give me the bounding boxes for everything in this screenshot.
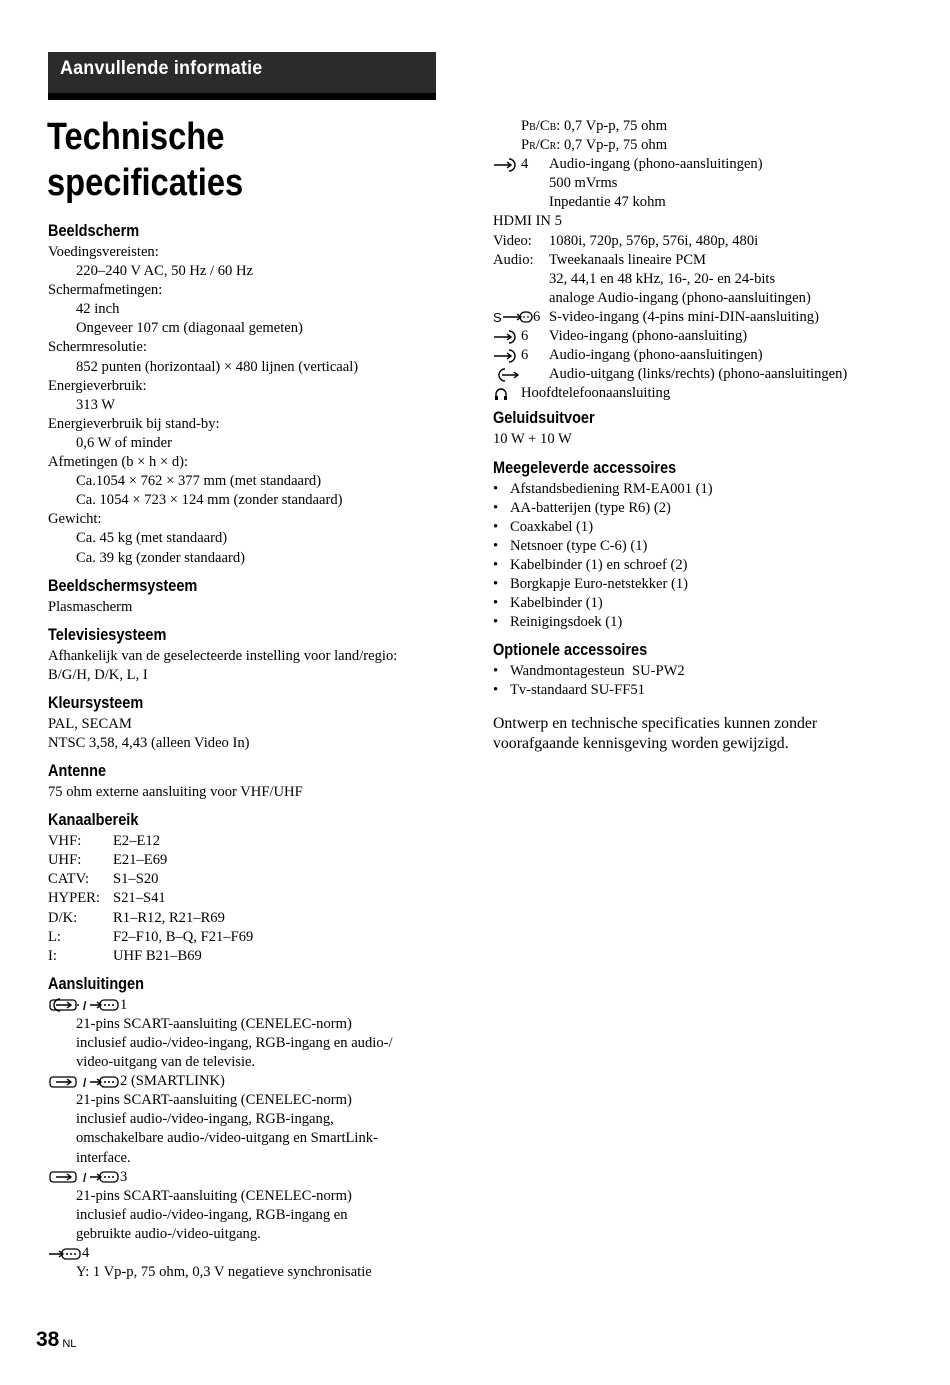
spec-line: analoge Audio-ingang (phono-aansluitingen) (549, 289, 811, 306)
spec-line: interface. (76, 1149, 131, 1166)
spec-line: 75 ohm externe aansluiting voor VHF/UHF (48, 784, 303, 801)
spec-line: Ca.1054 × 762 × 377 mm (met standaard) (76, 473, 322, 490)
left-column (48, 220, 448, 1289)
spec-line: Ca. 39 kg (zonder standaard) (76, 549, 245, 566)
channel-band: HYPER: (48, 890, 100, 907)
spec-line: Energieverbruik: (48, 377, 147, 394)
list-item: • Wandmontagesteun SU-PW2 (493, 663, 685, 680)
spec-line: 21-pins SCART-aansluiting (CENELEC-norm) (76, 1187, 352, 1204)
spec-line: B/G/H, D/K, L, I (48, 666, 148, 683)
beeldschermsysteem-heading: Beeldschermsysteem (48, 576, 198, 595)
channel-row (48, 928, 448, 947)
channel-row (48, 870, 448, 889)
svg-text:/: / (83, 1171, 87, 1186)
spec-line: Inpedantie 47 kohm (549, 194, 666, 211)
scart-2-number: 2 (SMARTLINK) (120, 1073, 225, 1090)
antenne-heading: Antenne (48, 762, 107, 781)
scart-3-number: 3 (120, 1168, 128, 1185)
list-item: • Coaxkabel (1) (493, 518, 594, 535)
channel-row (48, 832, 448, 851)
spec-line: inclusief audio-/video-ingang, RGB-ingang, (76, 1111, 334, 1128)
channel-band: I: (48, 947, 57, 964)
antenne-section (48, 760, 448, 802)
kanaalbereik-heading: Kanaalbereik (48, 811, 139, 830)
page-title: Technische specificaties (47, 116, 244, 204)
list-item: • Borgkapje Euro-netstekker (1) (493, 575, 689, 592)
channel-row (48, 947, 448, 966)
kleursysteem-section (48, 692, 448, 753)
channel-range: E21–E69 (113, 852, 168, 869)
channel-row (48, 851, 448, 870)
scart-1-row (48, 996, 448, 1015)
svg-text:/: / (83, 1075, 87, 1090)
meegeleverd-section (493, 457, 913, 633)
geluid-section (493, 407, 913, 449)
geluid-heading: Geluidsuitvoer (493, 409, 595, 428)
channel-band: D/K: (48, 909, 78, 926)
scart-in-out-icon (48, 1072, 120, 1091)
spec-line: Ongeveer 107 cm (diagonaal gemeten) (76, 320, 303, 337)
meegeleverd-heading: Meegeleverde accessoires (493, 458, 677, 477)
section-banner (48, 52, 436, 100)
spec-line: 0,6 W of minder (76, 434, 172, 451)
spec-line: Schermafmetingen: (48, 282, 163, 299)
televisiesysteem-section (48, 624, 448, 685)
aansluitingen-section (48, 973, 448, 1282)
spec-line: NTSC 3,58, 4,43 (alleen Video In) (48, 734, 250, 751)
spec-line: inclusief audio-/video-ingang, RGB-ingang en audio-/ (76, 1035, 393, 1051)
spec-line: inclusief audio-/video-ingang, RGB-ingang en (76, 1206, 348, 1223)
kanaalbereik-section (48, 809, 448, 966)
spec-line: Gewicht: (48, 511, 102, 528)
scart-in-out-icon (48, 1168, 120, 1187)
optioneel-heading: Optionele accessoires (493, 641, 648, 660)
channel-range: S21–S41 (113, 890, 166, 907)
spec-line: omschakelbare audio-/video-uitgang en SmartLink- (76, 1130, 378, 1147)
audio-4-number: 4 (521, 156, 529, 173)
spec-line: PAL, SECAM (48, 715, 132, 732)
spec-line: Energieverbruik bij stand-by: (48, 415, 220, 432)
headphones-row: Hoofdtelefoonaansluiting (493, 384, 913, 403)
televisiesysteem-heading: Televisiesysteem (48, 625, 167, 644)
page-language: NL (62, 1338, 77, 1350)
component-4-row (48, 1244, 448, 1263)
list-item: • Kabelbinder (1) en schroef (2) (493, 556, 688, 573)
spec-line: 220–240 V AC, 50 Hz / 60 Hz (76, 263, 254, 280)
spec-line: 313 W (76, 396, 116, 413)
beeldscherm-section (48, 220, 448, 568)
audio-out-row: Audio-uitgang (links/rechts) (phono-aansluitingen) (493, 365, 913, 384)
spec-line: Y: 1 Vp-p, 75 ohm, 0,3 V negatieve synchronisatie (76, 1264, 372, 1281)
list-item: • Reinigingsdoek (1) (493, 614, 623, 631)
optioneel-section (493, 639, 913, 700)
spec-line: 32, 44,1 en 48 kHz, 16-, 20- en 24-bits (549, 270, 776, 287)
spec-line: video-uitgang van de televisie. (76, 1054, 256, 1071)
s-video-input-icon (493, 308, 533, 327)
spec-line: 500 mVrms (549, 175, 618, 192)
list-item: • Netsnoer (type C-6) (1) (493, 537, 648, 554)
channel-range: S1–S20 (113, 871, 159, 888)
aansluitingen-heading: Aansluitingen (48, 974, 145, 993)
svg-text:S: S (493, 310, 502, 326)
disclaimer-note: Ontwerp en technische specificaties kunnen zonder voorafgaande kennisgeving worden gewijzigd. (493, 715, 818, 753)
channel-row (48, 909, 448, 928)
pb-cb-line: PB/CB: 0,7 Vp-p, 75 ohm (521, 118, 668, 134)
spec-line: Plasmascherm (48, 598, 133, 615)
channel-band: CATV: (48, 871, 90, 888)
audio-6-row: 6 Audio-ingang (phono-aansluitingen) (493, 346, 913, 365)
scart-3-row (48, 1168, 448, 1187)
kleursysteem-heading: Kleursysteem (48, 693, 144, 712)
beeldschermsysteem-section (48, 575, 448, 617)
spec-line: 10 W + 10 W (493, 431, 572, 448)
channel-range: E2–E12 (113, 833, 161, 850)
right-column (493, 117, 913, 754)
spec-line: Afmetingen (b × h × d): (48, 454, 189, 471)
audio-output-icon (493, 365, 521, 384)
scart-1-number: 1 (120, 996, 128, 1013)
list-item: • AA-batterijen (type R6) (2) (493, 499, 671, 516)
section-banner-label: Aanvullende informatie (60, 57, 263, 79)
channel-range: F2–F10, B–Q, F21–F69 (113, 928, 254, 945)
spec-line: 21-pins SCART-aansluiting (CENELEC-norm) (76, 1092, 352, 1109)
spec-line: Ca. 45 kg (met standaard) (76, 530, 228, 547)
list-item: • Tv-standaard SU-FF51 (493, 682, 645, 699)
audio-4-row (493, 155, 913, 174)
channel-range: R1–R12, R21–R69 (113, 909, 225, 926)
headphones-icon (493, 384, 521, 403)
audio-row: Audio: Tweekanaals lineaire PCM (493, 251, 707, 268)
spec-line: gebruikte audio-/video-uitgang. (76, 1225, 261, 1242)
audio-input-icon (493, 155, 521, 174)
component-input-icon (48, 1244, 82, 1263)
video-row: Video: 1080i, 720p, 576p, 576i, 480p, 480i (493, 232, 759, 249)
spec-line: 852 punten (horizontaal) × 480 lijnen (verticaal) (76, 358, 359, 375)
svideo-6-row: S 6 S-video-ingang (4-pins mini-DIN-aansluiting) (493, 308, 819, 326)
spec-line: Voedingsvereisten: (48, 244, 159, 260)
video-input-icon (493, 327, 521, 346)
svg-text:/: / (83, 999, 87, 1014)
beeldscherm-heading: Beeldscherm (48, 222, 140, 240)
scart-2-row (48, 1072, 448, 1091)
channel-band: VHF: (48, 833, 82, 850)
video-6-row: 6 Video-ingang (phono-aansluiting) (493, 327, 913, 346)
spec-line: Ca. 1054 × 723 × 124 mm (zonder standaard) (76, 492, 343, 509)
audio-4-text: Audio-ingang (phono-aansluitingen) (549, 156, 763, 173)
channel-band: UHF: (48, 852, 82, 869)
spec-line: 21-pins SCART-aansluiting (CENELEC-norm) (76, 1015, 352, 1032)
spec-line: 42 inch (76, 301, 120, 318)
list-item: • Afstandsbediening RM-EA001 (1) (493, 480, 713, 497)
list-item: • Kabelbinder (1) (493, 595, 603, 612)
spec-line: Schermresolutie: (48, 339, 147, 356)
hdmi-line: HDMI IN 5 (493, 213, 562, 230)
spec-line: Afhankelijk van de geselecteerde instelling voor land/regio: (48, 647, 398, 664)
channel-range: UHF B21–B69 (113, 947, 202, 964)
audio-input-icon (493, 346, 521, 365)
pr-cr-line: PR/CR: 0,7 Vp-p, 75 ohm (521, 137, 668, 154)
scart-in-out-icon (48, 996, 120, 1015)
page-number: 38 $^{NL}$ (36, 1328, 77, 1351)
channel-row (48, 889, 448, 908)
channel-band: L: (48, 928, 61, 945)
component-4-number: 4 (82, 1245, 90, 1262)
